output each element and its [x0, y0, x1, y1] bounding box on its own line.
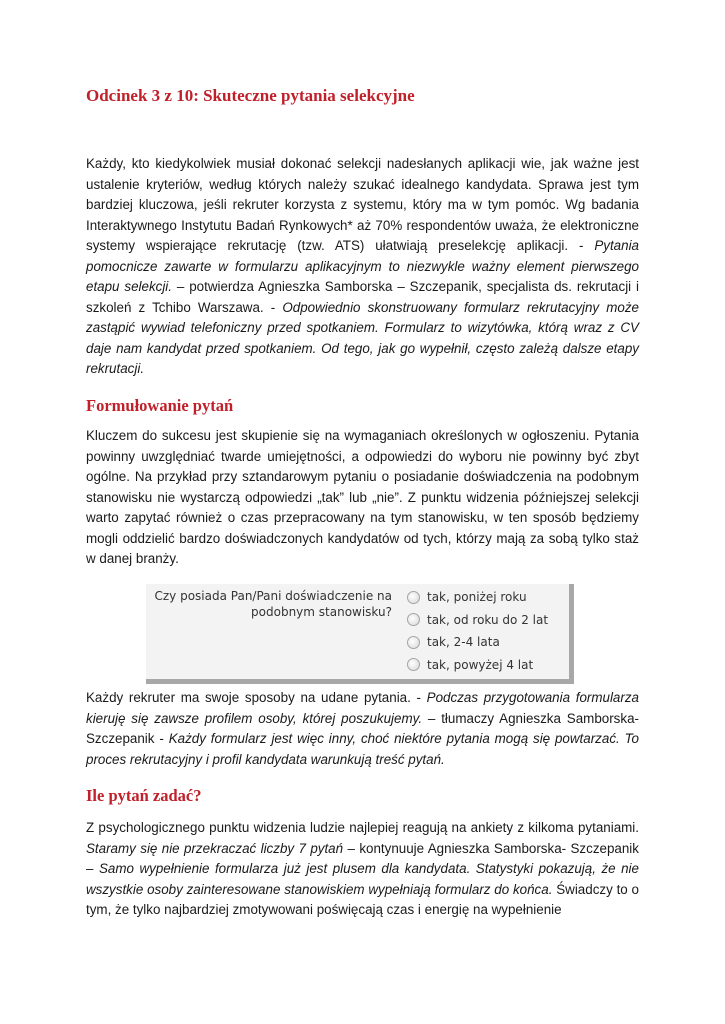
form-question-line-2: podobnym stanowisku?: [251, 605, 392, 619]
section-heading-formulowanie: Formułowanie pytań: [86, 396, 234, 415]
section2-quote: Staramy się nie przekraczać liczby 7 pytań: [86, 840, 344, 856]
radio-button-icon[interactable]: [407, 591, 420, 604]
radio-option-label: tak, powyżej 4 lat: [427, 657, 534, 672]
radio-option[interactable]: [407, 654, 548, 677]
radio-option[interactable]: [407, 609, 548, 632]
section1b-paragraph: [86, 688, 639, 770]
section1b-text: Każdy rekruter ma swoje sposoby na udane pytania. -: [86, 690, 421, 705]
section1b-attribution: – tłumaczy Agnieszka Samborska-Szczepanik -: [86, 710, 639, 746]
radio-option-label: tak, 2-4 lata: [427, 635, 500, 650]
radio-button-icon[interactable]: [407, 658, 420, 671]
form-question-line-1: Czy posiada Pan/Pani doświadczenie na: [154, 589, 392, 603]
radio-option[interactable]: [407, 631, 548, 654]
section1b-quote: Podczas przygotowania formularza kieruję się zawsze profilem osoby, której poszukujemy.: [86, 690, 639, 726]
section1-paragraph: Kluczem do sukcesu jest skupienie się na wymaganiach określonych w ogłoszeniu. Pytania powinny uwzględniać twarde umiejętności, a odpowiedzi do wyboru nie powinny być zbyt ogólne. Na przykład przy sztandarowym pytaniu o posiadanie doświadczenia na podobnym stanowisku nie wystarczą odpowiedzi „tak” lub „nie”. Z punktu widzenia późniejszej selekcji warto zapytać również o czas przepracowany na tym stanowisku, w ten sposób będziemy mogli oddzielić bardzo doświadczonych kandydatów od tych, którzy mają za sobą tylko staż w danej branży.: [86, 428, 639, 566]
radio-option-label: tak, od roku do 2 lat: [427, 612, 549, 627]
intro-paragraph: [86, 154, 639, 380]
radio-option[interactable]: [407, 586, 548, 609]
intro-text: Każdy, kto kiedykolwiek musiał dokonać selekcji nadesłanych aplikacji wie, jak ważne jest ustalenie kryteriów, według których należy szukać idealnego kandydata. Sprawa jest tym bardziej kluczowa, jeśli rekruter korzysta z systemu, który ma w tym pomóc. Wg badania Interaktywnego Instytutu Badań Rynkowych* aż 70% respondentów uważa, że elektroniczne systemy wspierające rekrutację (tzw. ATS) ułatwiają preselekcję aplikacji. -: [86, 156, 639, 253]
intro-quote: Pytania pomocnicze zawarte w formularzu aplikacyjnym to niezwykle ważny element pierwszego etapu selekcji.: [86, 238, 639, 294]
radio-button-icon[interactable]: [407, 613, 420, 626]
section2-text-2: Świadczy to o tym, że tylko najbardziej zmotywowani poświęcają czas i energię na wypełnienie: [86, 881, 639, 917]
form-question: [146, 588, 392, 620]
radio-option-label: tak, poniżej roku: [427, 590, 527, 605]
intro-quote-2: Odpowiednio skonstruowany formularz rekrutacyjny może zastąpić wywiad telefoniczny przed spotkaniem. Formularz to wizytówka, którą wraz z CV daje nam kandydat przed spotkaniem. Od tego, jak go wypełnił, często zależą dalsze etapy rekrutacji.: [86, 299, 639, 376]
section2-paragraph: [86, 818, 639, 921]
form-example-image: [146, 584, 574, 684]
radio-button-icon[interactable]: [407, 636, 420, 649]
form-options: [407, 586, 548, 676]
section-heading-ile-pytan: Ile pytań zadać?: [86, 786, 202, 805]
section2-text: Z psychologicznego punktu widzenia ludzie najlepiej reagują na ankiety z kilkoma pytaniami.: [86, 820, 639, 835]
section1b-quote-2: Każdy formularz jest więc inny, choć niektóre pytania mogą się powtarzać. To proces rekrutacyjny i profil kandydata warunkują treść pytań.: [86, 731, 639, 767]
section2-attribution: – kontynuuje Agnieszka Samborska- Szczepanik –: [86, 840, 639, 876]
intro-attribution: – potwierdza Agnieszka Samborska – Szczepanik, specjalista ds. rekrutacji i szkoleń z Tchibo Warszawa. -: [86, 279, 639, 315]
section2-quote-2: Samo wypełnienie formularza już jest plusem dla kandydata. Statystyki pokazują, że nie wszystkie osoby zainteresowane stanowiskiem wypełniają formularz do końca.: [86, 861, 639, 897]
page-title: Odcinek 3 z 10: Skuteczne pytania selekcyjne: [86, 86, 415, 105]
